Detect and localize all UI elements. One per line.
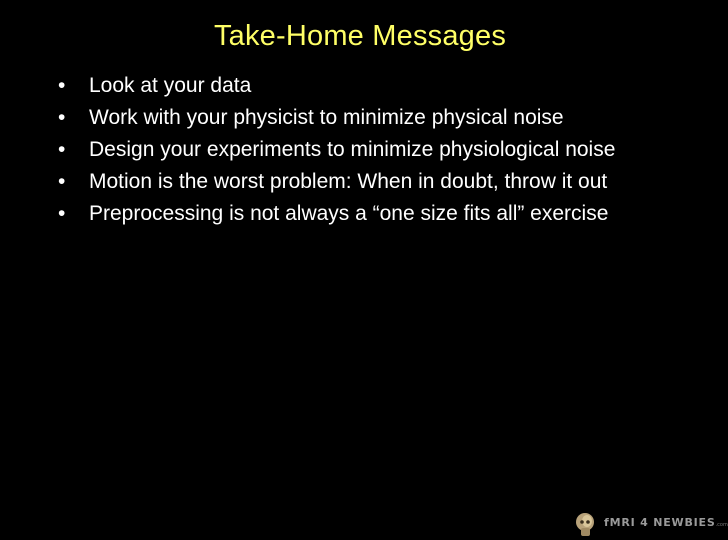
logo-suffix: .com: [715, 522, 728, 528]
bullet-item: [58, 136, 678, 163]
bullet-marker: •: [58, 138, 66, 161]
bullet-text: Design your experiments to minimize physiological noise: [89, 138, 616, 161]
logo-name: fMRI 4 NEWBIES: [604, 516, 716, 529]
bullet-list: [58, 72, 678, 232]
bullet-item: [58, 168, 678, 195]
bullet-marker: •: [58, 202, 66, 225]
bullet-text: Preprocessing is not always a “one size fits all” exercise: [89, 202, 609, 225]
bullet-text: Look at your data: [89, 74, 252, 97]
bullet-marker: •: [58, 170, 66, 193]
slide-title: Take-Home Messages: [213, 20, 507, 52]
bullet-item: [58, 200, 678, 227]
site-logo: [574, 508, 728, 538]
skull-head-icon: [574, 512, 596, 538]
bullet-item: [58, 104, 678, 131]
bullet-marker: •: [58, 74, 66, 97]
bullet-marker: •: [58, 106, 66, 129]
bullet-text: Motion is the worst problem: When in doubt, throw it out: [89, 170, 608, 193]
logo-wordmark: [604, 516, 728, 529]
bullet-text: Work with your physicist to minimize physical noise: [89, 106, 564, 129]
bullet-item: [58, 72, 678, 99]
